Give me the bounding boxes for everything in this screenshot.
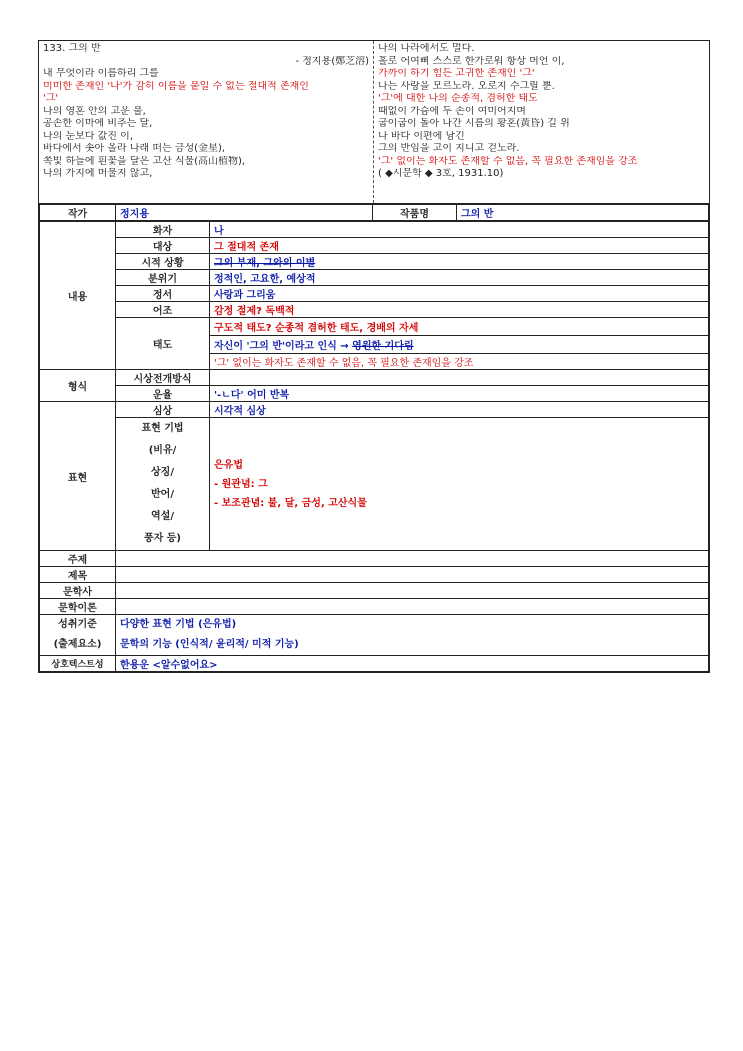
attitude-line-3: '그' 없이는 화자도 존재할 수 없음, 꼭 필요한 존재임을 강조 [210, 354, 709, 370]
tone-value: 감정 절제? 독백적 [210, 302, 709, 318]
theory-label: 문학이론 [40, 599, 116, 615]
attitude-line-2 [210, 336, 709, 354]
poem-line: 때없이 가슴에 두 손이 여미어지며 [378, 105, 526, 117]
imagery-value: 시각적 심상 [210, 402, 709, 418]
situation-label: 시적 상황 [116, 254, 210, 270]
poem-line: 미미한 존재인 '나'가 감히 이름을 붙일 수 없는 절대적 존재인 [43, 80, 309, 92]
poem-line: 홀로 어여삐 스스로 한가로워 항상 머언 이, [378, 55, 565, 67]
technique-label-line: 표현 기법 [141, 423, 184, 434]
poem-line: 133. 그의 반 [43, 43, 101, 54]
technique-label-line: 상징/ [151, 467, 174, 478]
form-label: 형식 [40, 370, 116, 402]
poem-line: 공손한 이마에 비추는 달, [43, 118, 153, 129]
poem-line: 바다에서 솟아 올라 나래 떠는 금성(金星), [43, 143, 226, 154]
poem-line: 나는 사랑을 모르노라. 오로지 수그릴 뿐. [378, 80, 555, 92]
titleinfo-value [116, 567, 709, 583]
worksheet [38, 40, 710, 673]
poem-section [39, 41, 709, 204]
technique-label-line: (비유/ [148, 445, 177, 456]
poem-line: 쪽빛 하늘에 흰꽃을 달은 고산 식물(高山植物), [43, 155, 246, 167]
title-value: 그의 반 [457, 205, 709, 221]
technique-label-line: 역설/ [151, 511, 174, 522]
technique-line: - 원관념: 그 [214, 478, 268, 490]
poem-line: '그' [43, 93, 59, 104]
tone-label: 어조 [116, 302, 210, 318]
poem-line: 가까이 하기 힘든 고귀한 존재인 '그' [378, 68, 535, 79]
expression-label: 표현 [40, 402, 116, 551]
mood-value: 정적인, 고요한, 예상적 [210, 270, 709, 286]
attitude-label: 태도 [116, 318, 210, 370]
poem-line: 나의 눈보다 값진 이, [43, 130, 133, 142]
situation-value: 그의 부재, 그와의 이별 [210, 254, 709, 270]
development-value [210, 370, 709, 386]
standard-line: 문학의 기능 (인식적/ 윤리적/ 미적 기능) [120, 639, 299, 650]
rhythm-label: 운율 [116, 386, 210, 402]
emotion-value: 사랑과 그리움 [210, 286, 709, 302]
speaker-label: 화자 [116, 222, 210, 238]
author-value: 정지용 [116, 205, 373, 221]
technique-label-line: 반어/ [151, 489, 174, 500]
rhythm-value: '-ㄴ다' 어미 반복 [210, 386, 709, 402]
attitude-line-1: 구도적 태도? 순종적 겸허한 태도, 경배의 자세 [210, 318, 709, 336]
mood-label: 분위기 [116, 270, 210, 286]
standard-line: 다양한 표현 기법 (은유법) [120, 619, 237, 630]
poem-line: ( ◆시문학 ◆ 3호, 1931.10) [378, 168, 504, 179]
standard-label [40, 615, 116, 656]
title-label: 작품명 [373, 205, 457, 221]
poem-line: 굽이굽이 돌아 나간 시름의 황혼(黃昏) 길 위 [378, 118, 570, 129]
poem-line: 나 바다 이편에 남긴 [378, 130, 465, 142]
standard-label-line: 성취기준 [58, 619, 97, 630]
poem-line: 나의 나라에서도 멀다. [378, 43, 475, 54]
intertext-value: 한용운 <알수없어요> [116, 656, 709, 672]
content-label: 내용 [40, 222, 116, 370]
titleinfo-label: 제목 [40, 567, 116, 583]
poem-right-column [374, 41, 709, 203]
history-value [116, 583, 709, 599]
poem-line: 그의 반임을 고이 지니고 걷노라. [378, 143, 520, 154]
technique-line: 은유법 [214, 459, 243, 471]
attitude-line-2-text: 자신이 '그의 반'이라고 인식 → [214, 341, 353, 352]
theory-value [116, 599, 709, 615]
analysis-table [39, 221, 709, 672]
standard-value [116, 615, 709, 656]
speaker-value: 나 [210, 222, 709, 238]
poem-line: 나의 가지에 머물지 않고, [43, 168, 153, 179]
poem-left-column [39, 41, 374, 203]
author-label: 작가 [40, 205, 116, 221]
theme-value [116, 551, 709, 567]
technique-label [116, 418, 210, 551]
poem-line: '그' 없이는 화자도 존재할 수 없음, 꼭 필요한 존재임을 강조 [378, 155, 638, 167]
emotion-label: 정서 [116, 286, 210, 302]
development-label: 시상전개방식 [116, 370, 210, 386]
history-label: 문학사 [40, 583, 116, 599]
poem-line: 나의 영혼 안의 고운 불, [43, 105, 146, 117]
technique-label-line: 풍자 등) [143, 533, 182, 544]
theme-label: 주제 [40, 551, 116, 567]
poem-line: '그'에 대한 나의 순종적, 겸허한 태도 [378, 93, 538, 104]
poem-line: - 정지용(鄭芝溶) [295, 55, 369, 67]
poem-line: 내 무엇이라 이름하리 그를 [43, 68, 159, 79]
attitude-line-2-strike: 영원한 기다림 [352, 341, 414, 352]
intertext-label: 상호텍스트성 [40, 656, 116, 672]
object-value: 그 절대적 존재 [210, 238, 709, 254]
object-label: 대상 [116, 238, 210, 254]
standard-label-line: (출제요소) [53, 639, 102, 650]
technique-value [210, 418, 709, 551]
imagery-label: 심상 [116, 402, 210, 418]
technique-line: - 보조관념: 불, 달, 금성, 고산식물 [214, 497, 367, 509]
work-info-table [39, 204, 709, 221]
